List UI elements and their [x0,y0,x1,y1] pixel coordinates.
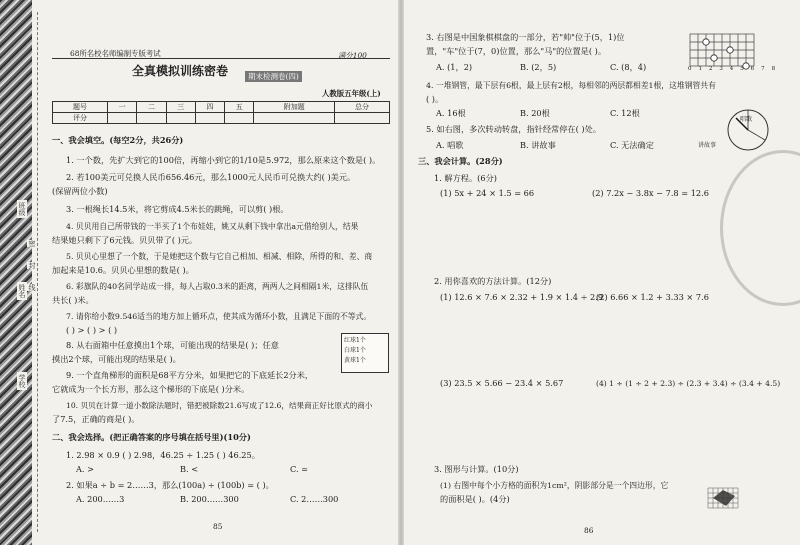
choice-4-line1: 4. 一堆钢管，最下层有6根，最上层有2根，每相邻的两层都相差1根，这堆钢管共有 [426,81,716,90]
q2-line1: 2. 若100美元可兑换人民币656.46元，那么1000元人民币可兑换大约( )美元。 [66,172,356,182]
choice-5-option-b[interactable]: B. 讲故事 [520,140,556,150]
q6-line2: 共长( )米。 [52,295,94,305]
page-number-left: 85 [213,522,223,531]
spinner-label-story: 讲故事 [698,142,717,149]
ball-box-line: 白球1个 [344,347,366,354]
score-table [52,101,390,124]
choice-3-line2: 置，"车"位于(7，0)位置，那么"马"的位置是( )。 [426,46,607,56]
score-cell[interactable] [335,113,390,124]
section-2-title: 二、我会选择。(把正确答案的序号填在括号里)(10分) [52,432,251,442]
choice-2-option-b[interactable]: B. 200……300 [180,494,239,504]
choice-3-option-c[interactable]: C. (8，4) [610,62,647,72]
expression-2: (2) 6.66 × 1.2 + 3.33 × 7.6 [596,292,709,302]
choice-4-line2: ( )。 [426,94,444,104]
q2-line2: (保留两位小数) [52,186,108,196]
name-label: 姓名 [18,284,26,298]
edition: 人教版五年级(上) [322,89,381,98]
choice-2: 2. 如果a ÷ b = 2……3，那么(100a) ÷ (100b) = ( )。 [66,480,274,490]
score-head-6: 附加题 [254,102,335,113]
score-head-2: 二 [137,102,166,113]
choice-1: 1. 2.98 × 0.9 ( ) 2.98，46.25 ÷ 1.25 ( ) 46.25。 [66,450,260,460]
equation-1: (1) 5x + 24 × 1.5 = 66 [440,188,535,198]
part-1-title: 1. 解方程。(6分) [434,173,497,183]
exam-title: 全真模拟训练密卷 [132,64,229,78]
header-rule [52,58,390,59]
choice-5-option-a[interactable]: A. 唱歌 [436,140,464,150]
score-note: 满分100 [338,51,367,60]
grid-figure [706,486,740,510]
choice-5: 5. 如右图，多次转动转盘，指针经常停在( )处。 [426,124,601,134]
q3: 3. 一根绳长14.5米，将它剪成4.5米长的跳绳，可以剪( )根。 [66,204,289,214]
q6-line1: 6. 彩旗队的40名同学站成一排，每人占取0.3米的距离，两两人之间相隔1米，这排队伍 [66,282,369,291]
q9-line1: 9. 一个直角梯形的面积是68平方分米，如果把它的下底延长2分米， [66,370,314,380]
choice-1-option-b[interactable]: B. < [180,464,199,474]
choice-5-option-c[interactable]: C. 无法确定 [610,140,654,150]
q8-line2: 摸出2个球，可能出现的结果是( )。 [52,354,181,364]
expression-4: (4) 1 ÷ (1 ÷ 2 + 2.3) ÷ (2.3 + 3.4) ÷ (3.4 + 4.5) [596,379,781,388]
score-cell[interactable] [225,113,254,124]
q5-line1: 5. 贝贝心里想了一个数，于是她把这个数与它自己相加、相减、相除，所得的和、差、商 [66,252,373,261]
expression-1: (1) 12.6 × 7.6 × 2.32 + 1.9 × 1.4 ÷ 2.9 [440,292,604,302]
q10-line2: 了7.5，正确的商是( )。 [52,414,140,424]
q7-line1: 7. 请你给小数9.546适当的地方加上循环点，使其成为循环小数，且满足下面的不等式。 [66,312,372,321]
ball-box-line: 红球1个 [344,337,366,344]
score-cell[interactable] [195,113,224,124]
page-number-right: 86 [584,526,594,535]
q9-line2: 它就成为一个长方形，那么这个梯形的下底是( )分米。 [52,384,250,394]
score-head-3: 三 [166,102,195,113]
score-row-label: 评分 [53,113,108,124]
chess-axis: 0 1 2 3 4 5 6 7 8 [688,66,778,72]
choice-3-line1: 3. 右图是中国象棋棋盘的一部分，若"帅"位于(5，1)位 [426,32,625,42]
faint-seal-stamp [720,150,800,306]
choice-2-option-a[interactable]: A. 200……3 [76,494,125,504]
q1: 1. 一个数，先扩大到它的100倍，再缩小到它的1/10是5.972，那么原来这个数是( )。 [66,155,381,165]
brand-line: 68所名校名师编制专版考试 [70,49,161,58]
choice-1-option-a[interactable]: A. > [76,464,94,474]
q8-line1: 8. 从右面箱中任意摸出1个球，可能出现的结果是( )；任意 [66,340,279,350]
choice-4-option-a[interactable]: A. 16根 [436,108,466,118]
title-suffix [242,64,302,83]
score-cell[interactable] [137,113,166,124]
class-label: 班级 [18,202,26,216]
score-cell[interactable] [254,113,335,124]
page-gutter [398,0,404,545]
seal-label-1: 密 [28,240,36,247]
q4-line1: 4. 贝贝用自己所带钱的一半买了1个布娃娃，姚又从剩下钱中拿出a元借给别人，结果 [66,222,359,231]
seal-label-3: 线 [28,284,36,291]
choice-1-option-c[interactable]: C. = [290,464,309,474]
score-cell[interactable] [107,113,136,124]
score-head-5: 五 [225,102,254,113]
equation-2: (2) 7.2x − 3.8x − 7.8 = 12.6 [592,188,709,198]
choice-4-option-c[interactable]: C. 12根 [610,108,640,118]
score-cell[interactable] [166,113,195,124]
choice-2-option-c[interactable]: C. 2……300 [290,494,339,504]
q4-line2: 结果她只剩下了6元钱。贝贝带了( )元。 [52,235,198,245]
choice-3-option-b[interactable]: B. (2，5) [520,62,557,72]
choice-3-option-a[interactable]: A. (1，2) [436,62,473,72]
score-head-4: 四 [195,102,224,113]
title-suffix-badge: 期末检测卷(四) [245,71,302,82]
seal-label-2: 封 [28,262,36,269]
q5-line2: 加起来是10.6。贝贝心里想的数是( )。 [52,265,194,275]
ball-box [341,333,389,373]
section-3-title: 三、我会计算。(28分) [418,156,503,166]
spinner-label-sing: 唱歌 [740,116,753,123]
binding-edge [0,0,32,545]
q7-line2: ( ) > ( ) > ( ) [66,325,118,335]
section-1-title: 一、我会填空。(每空2分，共26分) [52,135,184,145]
score-head-0: 题号 [53,102,108,113]
ball-box-line: 黄球1个 [344,357,366,364]
school-label: 学校 [18,374,26,388]
part-2-title: 2. 用你喜欢的方法计算。(12分) [434,276,552,286]
part-3-title: 3. 图形与计算。(10分) [434,464,519,474]
q10-line1: 10. 贝贝在计算一道小数除法题时，错把被除数21.6写成了12.6，结果商正好比原式的商小 [66,401,373,410]
choice-4-option-b[interactable]: B. 20根 [520,108,550,118]
score-head-7: 总分 [335,102,390,113]
part-3-line2: 的面积是( )。(4分) [440,494,510,504]
expression-3: (3) 23.5 × 5.66 − 23.4 × 5.67 [440,378,564,388]
seal-line [37,12,38,532]
part-3-line1: (1) 右图中每个小方格的面积为1cm²，阴影部分是一个四边形，它 [440,481,669,490]
score-head-1: 一 [107,102,136,113]
